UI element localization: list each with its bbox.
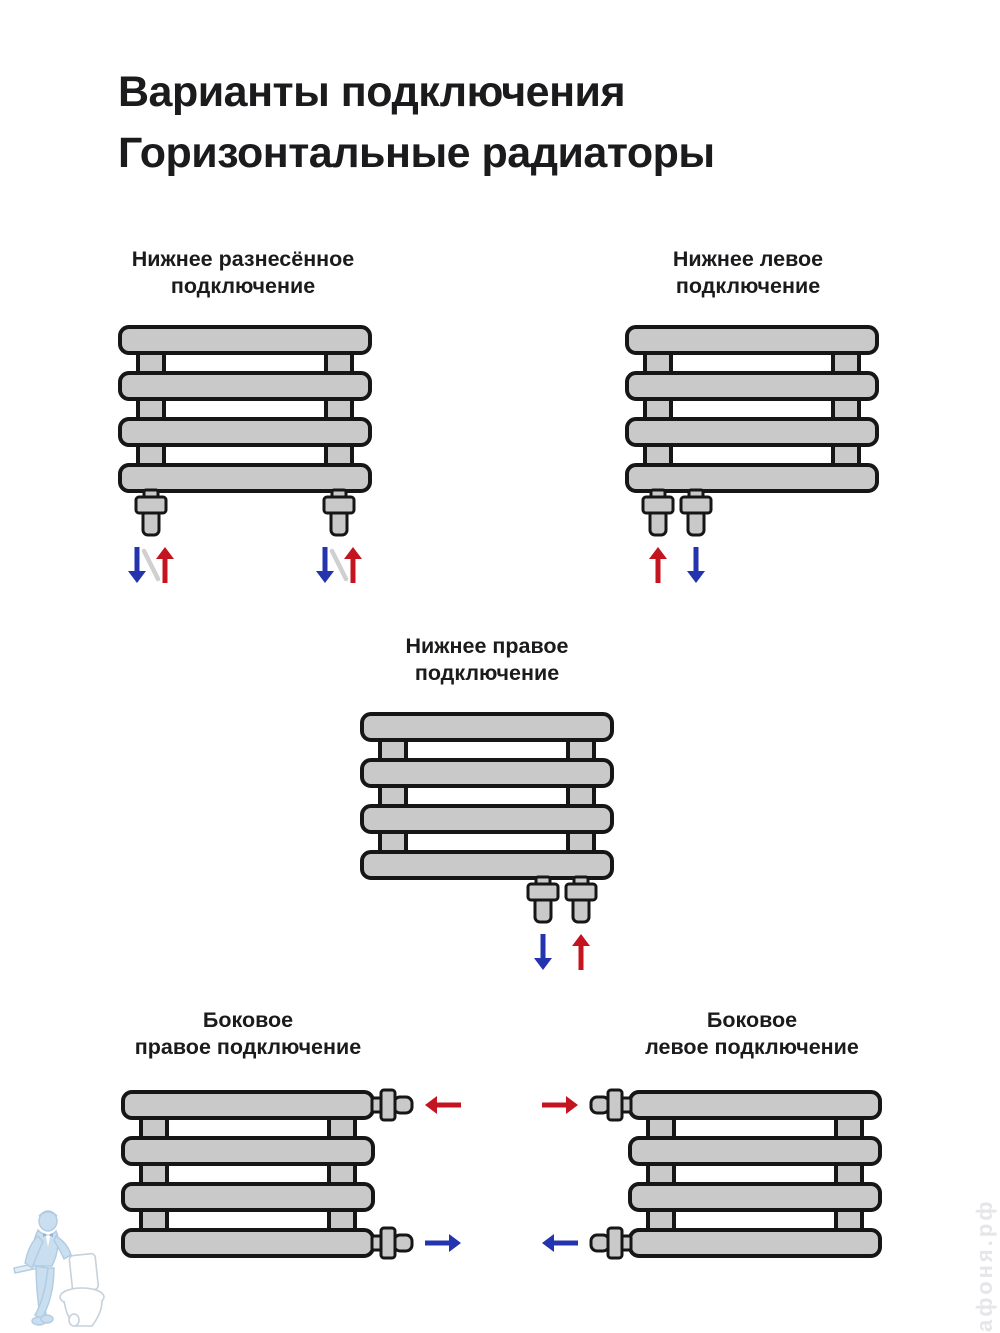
page-title-line2: Горизонтальные радиаторы <box>118 129 715 177</box>
caption-bottom-left <box>593 246 903 300</box>
valve-pipe <box>394 1097 412 1113</box>
radiator-post-right <box>836 1105 862 1243</box>
supply-flow-arrow-right-icon <box>542 1096 578 1114</box>
valve-pipe <box>394 1235 412 1251</box>
radiator-bar <box>627 373 877 399</box>
plumber-mascot-icon <box>12 1206 116 1330</box>
radiator-svg <box>104 311 386 593</box>
valve-nut <box>643 497 673 513</box>
radiator-diagram-side-left <box>536 1076 904 1273</box>
radiator-post-left <box>648 1105 674 1243</box>
radiator-bar <box>123 1184 373 1210</box>
radiator-diagram-bottom-left <box>611 311 893 598</box>
radiator-svg <box>536 1076 904 1268</box>
radiator-svg <box>107 1076 475 1268</box>
caption-line: Нижнее правое <box>405 634 569 658</box>
supply-flow-arrow-up-icon <box>649 547 667 583</box>
valve-pipe <box>591 1235 609 1251</box>
radiator-post-right <box>326 340 352 478</box>
caption-line: Боковое <box>706 1008 798 1032</box>
radiator-bar <box>362 714 612 740</box>
radiator-bar <box>123 1092 373 1118</box>
caption-line: Нижнее разнесённое <box>131 247 355 271</box>
valve-nut <box>608 1228 622 1258</box>
radiator-svg <box>346 698 628 980</box>
valve-nut <box>381 1090 395 1120</box>
caption-bottom-spread <box>88 246 398 300</box>
return-flow-arrow-down-icon <box>687 547 705 583</box>
valve-nut <box>136 497 166 513</box>
radiator-bar <box>627 465 877 491</box>
page-title <box>118 62 715 184</box>
valve-nut <box>381 1228 395 1258</box>
flow-divider-slash-icon <box>144 551 158 579</box>
supply-flow-arrow-up-icon <box>572 934 590 970</box>
valve-nut <box>681 497 711 513</box>
return-flow-arrow-left-icon <box>542 1234 578 1252</box>
radiator-post-left <box>380 727 406 865</box>
valve-nut <box>608 1090 622 1120</box>
radiator-post-left <box>141 1105 167 1243</box>
radiator-bar <box>362 852 612 878</box>
radiator-bar <box>627 419 877 445</box>
flow-divider-slash-icon <box>332 551 346 579</box>
caption-line: подключение <box>170 274 316 298</box>
radiator-bar <box>362 806 612 832</box>
caption-side-right <box>93 1007 403 1061</box>
radiator-bar <box>630 1138 880 1164</box>
radiator-post-right <box>568 727 594 865</box>
radiator-diagram-bottom-spread <box>104 311 386 598</box>
caption-line: левое подключение <box>645 1035 859 1059</box>
page-title-line1: Варианты подключения <box>118 68 626 116</box>
radiator-bar <box>120 327 370 353</box>
return-flow-arrow-down-icon <box>534 934 552 970</box>
radiator-post-left <box>645 340 671 478</box>
radiator-bar <box>630 1230 880 1256</box>
radiator-svg <box>611 311 893 593</box>
radiator-post-left <box>138 340 164 478</box>
caption-line: подключение <box>414 661 560 685</box>
radiator-bar <box>123 1230 373 1256</box>
return-flow-arrow-right-icon <box>425 1234 461 1252</box>
radiator-bar <box>630 1092 880 1118</box>
radiator-bar <box>123 1138 373 1164</box>
radiator-bar <box>120 419 370 445</box>
supply-flow-arrow-left-icon <box>425 1096 461 1114</box>
radiator-diagram-bottom-right <box>346 698 628 985</box>
caption-bottom-right <box>332 633 642 687</box>
caption-side-left <box>597 1007 907 1061</box>
radiator-diagram-side-right <box>107 1076 475 1273</box>
valve-nut <box>566 884 596 900</box>
radiator-bar <box>630 1184 880 1210</box>
valve-nut <box>528 884 558 900</box>
caption-line: Боковое <box>202 1008 294 1032</box>
valve-pipe <box>591 1097 609 1113</box>
caption-line: правое подключение <box>134 1035 362 1059</box>
radiator-bar <box>362 760 612 786</box>
radiator-post-right <box>833 340 859 478</box>
radiator-bar <box>120 465 370 491</box>
radiator-post-right <box>329 1105 355 1243</box>
caption-line: подключение <box>675 274 821 298</box>
site-watermark-text: афоня.рф <box>972 1198 997 1332</box>
radiator-bar <box>627 327 877 353</box>
valve-nut <box>324 497 354 513</box>
caption-line: Нижнее левое <box>672 247 824 271</box>
radiator-bar <box>120 373 370 399</box>
